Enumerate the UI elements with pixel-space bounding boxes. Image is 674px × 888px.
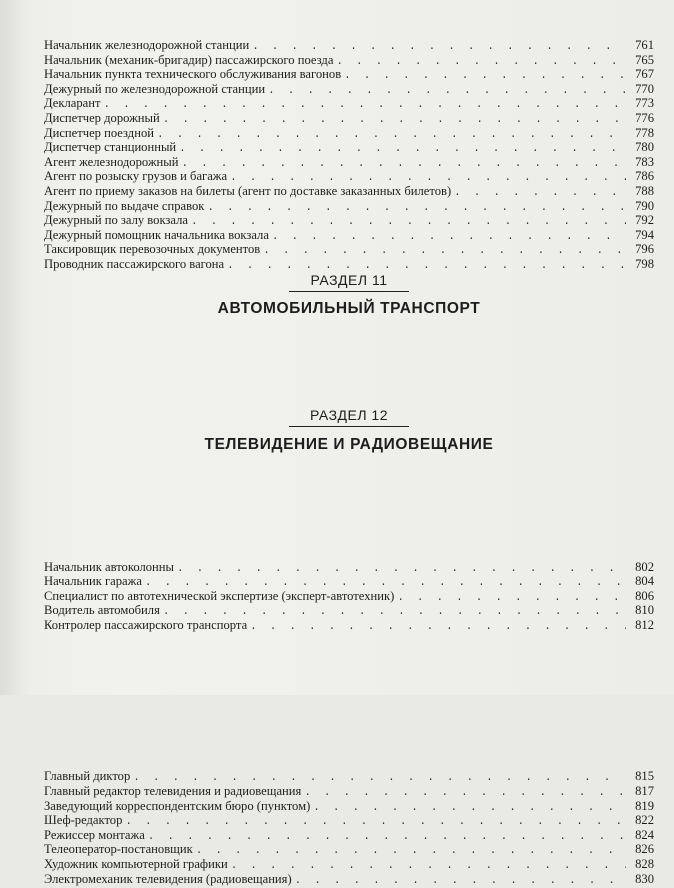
entry-title: Начальник (механик-бригадир) пассажирского поезда (44, 52, 334, 67)
leader-dots (227, 259, 626, 273)
entry-page: 794 (635, 227, 654, 242)
toc-entry (44, 199, 654, 214)
leader-dots (295, 874, 626, 888)
entry-page: 773 (635, 96, 654, 111)
entry-page: 767 (635, 67, 654, 82)
entry-title: Диспетчер дорожный (44, 110, 160, 125)
leader-dots (336, 55, 626, 69)
section-title: АВТОМОБИЛЬНЫЙ ТРАНСПОРТ (217, 300, 481, 317)
leader-dots (313, 801, 626, 815)
section-12-header (44, 407, 654, 454)
entry-page: 798 (635, 256, 654, 271)
toc-entry (44, 828, 654, 843)
entry-page: 796 (635, 242, 654, 257)
entry-title: Диспетчер поездной (44, 125, 154, 140)
toc-entry (44, 242, 654, 257)
entry-page: 802 (635, 559, 654, 574)
section-11-header (44, 272, 654, 318)
entry-title: Начальник автоколонны (44, 559, 174, 574)
section-rule (289, 426, 409, 427)
toc-entry (44, 67, 654, 82)
leader-dots (344, 69, 626, 83)
entry-title: Художник компьютерной графики (44, 857, 228, 872)
toc-entry (44, 184, 654, 199)
entry-title: Шеф-редактор (44, 813, 123, 828)
section-number: РАЗДЕЛ 11 (310, 272, 388, 288)
entry-title: Дежурный помощник начальника вокзала (44, 227, 269, 242)
toc-entry (44, 126, 654, 141)
entry-page: 810 (635, 603, 654, 618)
toc-section-10-list (44, 38, 654, 272)
entry-page: 780 (635, 140, 654, 155)
entry-title: Таксировщик перевозочных документов (44, 242, 261, 257)
toc-entry (44, 38, 654, 53)
leader-dots (196, 844, 626, 858)
entry-page: 783 (635, 154, 654, 169)
toc-entry (44, 155, 654, 170)
leader-dots (103, 98, 626, 112)
leader-dots (179, 142, 626, 156)
entry-title: Телеоператор-постановщик (44, 842, 193, 857)
entry-title: Начальник пункта технического обслуживания вагонов (44, 67, 342, 82)
entry-page: 770 (635, 81, 654, 96)
entry-title: Агент по розыску грузов и багажа (44, 169, 228, 184)
entry-title: Дежурный по выдаче справок (44, 198, 205, 213)
entry-title: Начальник гаража (44, 574, 142, 589)
entry-page: 830 (635, 871, 654, 886)
toc-entry (44, 784, 654, 799)
entry-title: Начальник железнодорожной станции (44, 38, 250, 52)
entry-page: 765 (635, 52, 654, 67)
section-number: РАЗДЕЛ 12 (309, 407, 388, 423)
leader-dots (163, 113, 626, 127)
entry-page: 822 (635, 813, 654, 828)
leader-dots (125, 815, 626, 829)
leader-dots (177, 562, 626, 576)
entry-page: 806 (635, 588, 654, 603)
toc-entry (44, 228, 654, 243)
toc-entry (44, 603, 654, 618)
leader-dots (272, 230, 626, 244)
toc-section-12-list (44, 769, 654, 886)
entry-title: Специалист по автотехнической экспертизе (эксперт-автотехник) (44, 588, 395, 603)
entry-title: Режиссер монтажа (44, 827, 145, 842)
toc-entry (44, 872, 654, 887)
entry-title: Агент по приему заказов на билеты (агент по доставке заказанных билетов) (44, 183, 452, 198)
section-title: ТЕЛЕВИДЕНИЕ И РАДИОВЕЩАНИЕ (204, 436, 494, 453)
entry-page: 819 (635, 798, 654, 813)
toc-entry (44, 813, 654, 828)
toc-entry (44, 769, 654, 784)
entry-page: 788 (635, 183, 654, 198)
leader-dots (263, 244, 626, 258)
entry-page: 778 (635, 125, 654, 140)
entry-page: 812 (635, 617, 654, 632)
entry-title: Дежурный по залу вокзала (44, 213, 188, 228)
leader-dots (207, 201, 626, 215)
entry-title: Контролер пассажирского транспорта (44, 617, 248, 632)
leader-dots (268, 84, 626, 98)
toc-entry (44, 53, 654, 68)
toc-entry (44, 111, 654, 126)
toc-section-11-list (44, 560, 654, 633)
entry-title: Водитель автомобиля (44, 603, 160, 618)
entry-page: 792 (635, 213, 654, 228)
toc-entry (44, 857, 654, 872)
leader-dots (304, 786, 626, 800)
entry-page: 804 (635, 574, 654, 589)
entry-title: Диспетчер станционный (44, 140, 177, 155)
toc-entry (44, 140, 654, 155)
leader-dots (250, 620, 626, 634)
entry-page: 828 (635, 857, 654, 872)
entry-page: 761 (635, 38, 654, 52)
leader-dots (157, 128, 626, 142)
entry-page: 815 (635, 769, 654, 784)
leader-dots (182, 157, 626, 171)
entry-title: Заведующий корреспондентским бюро (пунктом) (44, 798, 311, 813)
entry-page: 824 (635, 827, 654, 842)
entry-title: Дежурный по железнодорожной станции (44, 81, 266, 96)
leader-dots (454, 186, 626, 200)
entry-title: Проводник пассажирского вагона (44, 256, 225, 271)
toc-entry (44, 560, 654, 575)
entry-title: Электромеханик телевидения (радиовещания) (44, 871, 292, 886)
toc-entry (44, 589, 654, 604)
leader-dots (397, 591, 626, 605)
toc-entry (44, 82, 654, 97)
toc-entry (44, 842, 654, 857)
toc-entry (44, 618, 654, 633)
toc-entry (44, 213, 654, 228)
leader-dots (148, 830, 626, 844)
entry-page: 817 (635, 784, 654, 799)
toc-entry (44, 257, 654, 272)
entry-page: 786 (635, 169, 654, 184)
entry-title: Главный диктор (44, 769, 131, 784)
toc-entry (44, 799, 654, 814)
entry-page: 826 (635, 842, 654, 857)
entry-page: 790 (635, 198, 654, 213)
entry-title: Декларант (44, 96, 101, 111)
entry-title: Агент железнодорожный (44, 154, 179, 169)
toc-entry (44, 574, 654, 589)
section-rule (289, 291, 409, 292)
toc-entry (44, 96, 654, 111)
toc-entry (44, 169, 654, 184)
entry-title: Главный редактор телевидения и радиовещания (44, 784, 302, 799)
entry-page: 776 (635, 110, 654, 125)
